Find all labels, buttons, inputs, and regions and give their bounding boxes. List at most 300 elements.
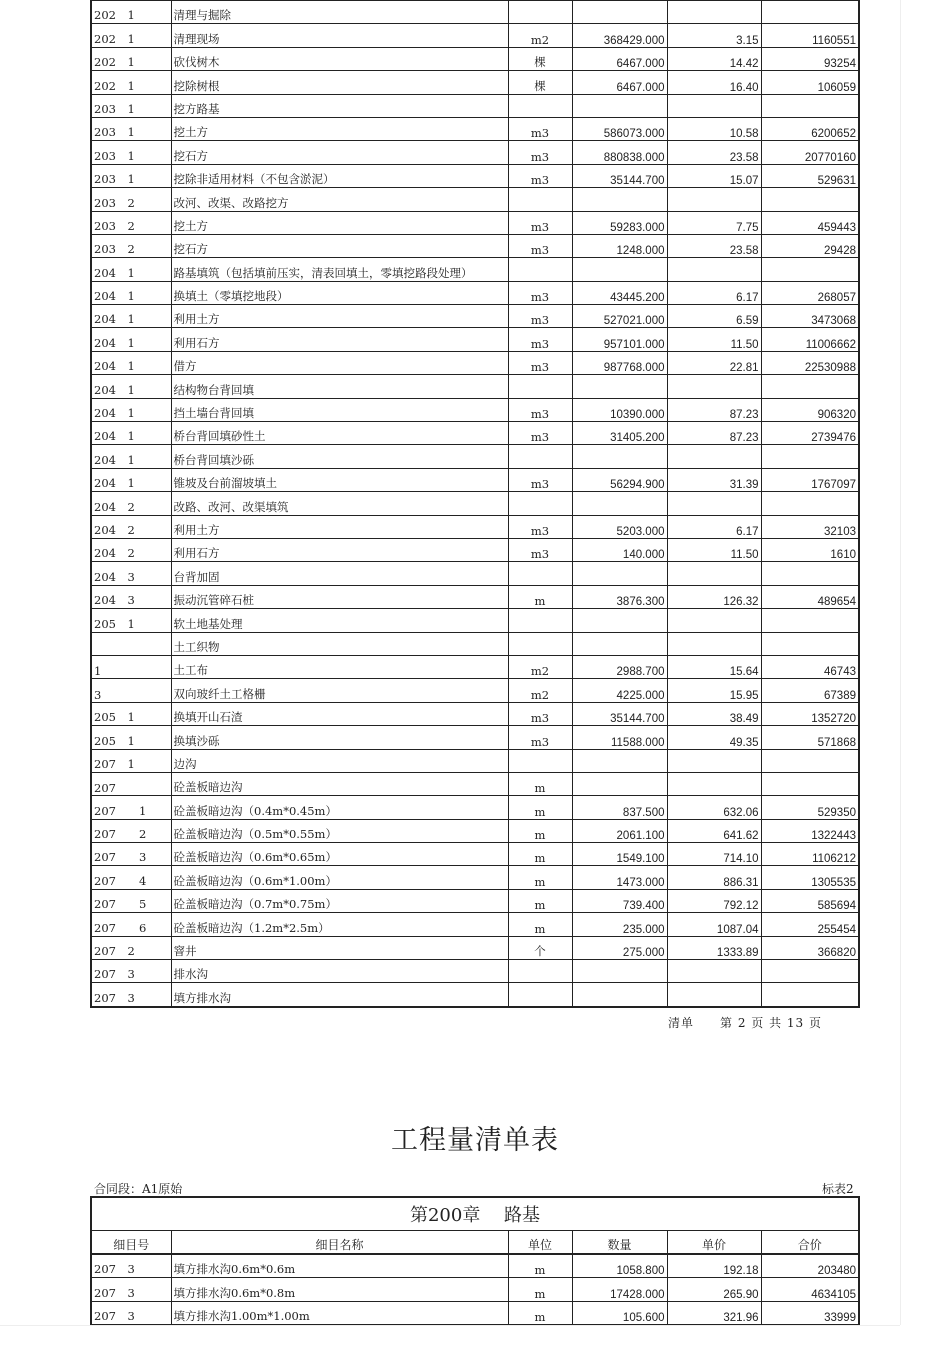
item-quantity: 1549.100: [572, 843, 667, 866]
item-unit: [508, 375, 572, 398]
item-unit: m2: [508, 655, 572, 678]
item-total: [761, 772, 859, 795]
item-code: 203 2: [91, 188, 171, 211]
item-name: 桥台背回填砂性土: [171, 422, 508, 445]
item-quantity: 880838.000: [572, 141, 667, 164]
item-code: 207 6: [91, 913, 171, 936]
item-unit-price: 87.23: [667, 398, 761, 421]
item-unit: [508, 258, 572, 281]
item-unit-price: 15.95: [667, 679, 761, 702]
table-row: [91, 375, 859, 398]
item-code: 204 2: [91, 515, 171, 538]
table-row: [91, 538, 859, 561]
item-unit: [508, 188, 572, 211]
item-quantity: [572, 960, 667, 983]
item-quantity: 235.000: [572, 913, 667, 936]
item-quantity: 527021.000: [572, 305, 667, 328]
table-row: [91, 492, 859, 515]
item-total: [761, 1, 859, 24]
item-unit: m3: [508, 702, 572, 725]
table-row: [91, 726, 859, 749]
item-name: 利用石方: [171, 328, 508, 351]
item-name: 清理与掘除: [171, 1, 508, 24]
item-name: 填方排水沟1.00m*1.00m: [171, 1301, 508, 1325]
item-code: 207 3: [91, 960, 171, 983]
table-row: [91, 609, 859, 632]
item-code: 204 2: [91, 492, 171, 515]
item-unit-price: 6.17: [667, 515, 761, 538]
item-quantity: 35144.700: [572, 164, 667, 187]
item-name: 清理现场: [171, 24, 508, 47]
item-total: 1322443: [761, 819, 859, 842]
item-unit: m2: [508, 24, 572, 47]
item-name: 借方: [171, 351, 508, 374]
table-row: [91, 796, 859, 819]
item-quantity: 35144.700: [572, 702, 667, 725]
item-total: 459443: [761, 211, 859, 234]
item-quantity: [572, 492, 667, 515]
item-unit-price: 6.59: [667, 305, 761, 328]
table-row: [91, 445, 859, 468]
item-name: 边沟: [171, 749, 508, 772]
page-footer: 清单 第 2 页 共 13 页: [668, 1016, 822, 1030]
table-row: [91, 679, 859, 702]
item-quantity: 31405.200: [572, 422, 667, 445]
item-code: 204 1: [91, 258, 171, 281]
item-code: 204 3: [91, 562, 171, 585]
table-row: [91, 328, 859, 351]
item-name: 台背加固: [171, 562, 508, 585]
item-name: 砼盖板暗边沟（0.5m*0.55m）: [171, 819, 508, 842]
item-code: 202 1: [91, 71, 171, 94]
item-code: 207 2: [91, 936, 171, 959]
item-name: 改路、改河、改渠填筑: [171, 492, 508, 515]
item-unit-price: 11.50: [667, 538, 761, 561]
table-row: [91, 211, 859, 234]
item-unit-price: [667, 632, 761, 655]
item-code: 207 1: [91, 749, 171, 772]
item-total: 32103: [761, 515, 859, 538]
item-name: 软土地基处理: [171, 609, 508, 632]
table-row: [91, 843, 859, 866]
item-name: 桥台背回填沙砾: [171, 445, 508, 468]
item-unit: m3: [508, 351, 572, 374]
item-total: [761, 632, 859, 655]
item-unit: m3: [508, 328, 572, 351]
item-name: 利用土方: [171, 305, 508, 328]
item-quantity: 5203.000: [572, 515, 667, 538]
item-unit: [508, 445, 572, 468]
table-row: [91, 936, 859, 959]
item-unit-price: [667, 94, 761, 117]
item-name: 排水沟: [171, 960, 508, 983]
chapter-row: [91, 1197, 859, 1231]
item-quantity: [572, 445, 667, 468]
item-name: 挖石方: [171, 234, 508, 257]
item-unit-price: 321.96: [667, 1301, 761, 1325]
table-row: [91, 702, 859, 725]
table-row: [91, 164, 859, 187]
item-name: 结构物台背回填: [171, 375, 508, 398]
item-quantity: 43445.200: [572, 281, 667, 304]
item-total: 529631: [761, 164, 859, 187]
table-row: [91, 960, 859, 983]
item-total: 1767097: [761, 468, 859, 491]
item-unit: [508, 609, 572, 632]
item-unit-price: [667, 375, 761, 398]
item-unit: [508, 983, 572, 1007]
item-code: 1: [91, 655, 171, 678]
item-name: 路基填筑（包括填前压实，清表回填土，零填挖路段处理）: [171, 258, 508, 281]
table-row: [91, 819, 859, 842]
item-total: 2739476: [761, 422, 859, 445]
item-name: 砼盖板暗边沟（0.7m*0.75m）: [171, 889, 508, 912]
item-quantity: 2061.100: [572, 819, 667, 842]
item-name: 砼盖板暗边沟（0.4m*0.45m）: [171, 796, 508, 819]
item-unit-price: 126.32: [667, 585, 761, 608]
item-quantity: [572, 609, 667, 632]
item-code: 203 1: [91, 94, 171, 117]
item-name: 砼盖板暗边沟（0.6m*1.00m）: [171, 866, 508, 889]
item-code: 204 1: [91, 468, 171, 491]
table-row: [91, 772, 859, 795]
item-quantity: 140.000: [572, 538, 667, 561]
table-row: [91, 585, 859, 608]
item-code: 204 1: [91, 328, 171, 351]
item-total: 29428: [761, 234, 859, 257]
item-code: 3: [91, 679, 171, 702]
table-row: [91, 24, 859, 47]
table-row: [91, 258, 859, 281]
item-total: 6200652: [761, 117, 859, 140]
item-total: [761, 375, 859, 398]
item-code: 202 1: [91, 24, 171, 47]
quantity-table-page2: [90, 1196, 860, 1326]
item-name: 换填沙砾: [171, 726, 508, 749]
table-row: [91, 562, 859, 585]
item-total: 11006662: [761, 328, 859, 351]
item-code: 203 1: [91, 164, 171, 187]
item-quantity: 56294.900: [572, 468, 667, 491]
table-row: [91, 913, 859, 936]
item-total: 4634105: [761, 1278, 859, 1301]
header-row: [91, 1231, 859, 1255]
item-total: 268057: [761, 281, 859, 304]
item-total: 33999: [761, 1301, 859, 1325]
item-unit-price: 15.64: [667, 655, 761, 678]
item-code: 205 1: [91, 726, 171, 749]
item-unit-price: 7.75: [667, 211, 761, 234]
table-row: [91, 351, 859, 374]
item-total: 106059: [761, 71, 859, 94]
item-name: 利用土方: [171, 515, 508, 538]
item-quantity: 17428.000: [572, 1278, 667, 1301]
item-quantity: [572, 749, 667, 772]
item-quantity: 837.500: [572, 796, 667, 819]
item-code: 207 3: [91, 1278, 171, 1301]
item-name: 改河、改渠、改路挖方: [171, 188, 508, 211]
item-quantity: [572, 772, 667, 795]
item-name: 挖土方: [171, 211, 508, 234]
item-unit: 棵: [508, 71, 572, 94]
item-code: 207 4: [91, 866, 171, 889]
header-total: 合价: [761, 1231, 859, 1255]
item-code: 207 3: [91, 1301, 171, 1325]
page-bottom-edge: [0, 1325, 900, 1326]
item-total: 906320: [761, 398, 859, 421]
item-name: 挖除树根: [171, 71, 508, 94]
item-unit-price: 1333.89: [667, 936, 761, 959]
item-unit-price: [667, 258, 761, 281]
item-name: 利用石方: [171, 538, 508, 561]
item-unit: m3: [508, 468, 572, 491]
item-quantity: 11588.000: [572, 726, 667, 749]
table-row: [91, 1254, 859, 1278]
item-code: 204 3: [91, 585, 171, 608]
item-unit: m: [508, 585, 572, 608]
item-quantity: 105.600: [572, 1301, 667, 1325]
item-total: 3473068: [761, 305, 859, 328]
item-name: 土工织物: [171, 632, 508, 655]
item-code: 207: [91, 772, 171, 795]
table-row: [91, 749, 859, 772]
item-unit: [508, 492, 572, 515]
item-quantity: 6467.000: [572, 71, 667, 94]
item-unit: m: [508, 796, 572, 819]
item-code: 203 2: [91, 211, 171, 234]
item-unit-price: 49.35: [667, 726, 761, 749]
item-quantity: [572, 375, 667, 398]
item-total: [761, 749, 859, 772]
table-row: [91, 1301, 859, 1325]
item-quantity: 1058.800: [572, 1254, 667, 1278]
table-row: [91, 866, 859, 889]
item-code: 207 3: [91, 983, 171, 1007]
item-code: 207 3: [91, 1254, 171, 1278]
item-quantity: 4225.000: [572, 679, 667, 702]
item-name: 窨井: [171, 936, 508, 959]
item-total: [761, 94, 859, 117]
header-code: 细目号: [91, 1231, 171, 1255]
item-unit-price: [667, 1, 761, 24]
item-unit: [508, 960, 572, 983]
page-title: 工程量清单表: [391, 1125, 559, 1156]
item-unit: [508, 632, 572, 655]
item-quantity: 368429.000: [572, 24, 667, 47]
item-unit: m2: [508, 679, 572, 702]
item-unit: m: [508, 772, 572, 795]
item-quantity: [572, 1, 667, 24]
item-quantity: 3876.300: [572, 585, 667, 608]
item-unit-price: [667, 749, 761, 772]
item-unit: [508, 1, 572, 24]
item-unit: [508, 562, 572, 585]
item-name: 换填开山石渣: [171, 702, 508, 725]
item-name: 挖石方: [171, 141, 508, 164]
item-quantity: 586073.000: [572, 117, 667, 140]
item-total: 571868: [761, 726, 859, 749]
item-unit-price: 23.58: [667, 141, 761, 164]
item-quantity: [572, 94, 667, 117]
item-quantity: 1248.000: [572, 234, 667, 257]
item-code: 203 1: [91, 141, 171, 164]
table-row: [91, 141, 859, 164]
table-row: [91, 632, 859, 655]
item-unit-price: 641.62: [667, 819, 761, 842]
chapter-title: 第200章 路基: [91, 1197, 859, 1231]
item-total: 93254: [761, 47, 859, 70]
item-name: 挡土墙台背回填: [171, 398, 508, 421]
header-name: 细目名称: [171, 1231, 508, 1255]
item-unit: m3: [508, 281, 572, 304]
item-unit-price: [667, 983, 761, 1007]
table-row: [91, 305, 859, 328]
item-unit-price: [667, 188, 761, 211]
header-unit: 单位: [508, 1231, 572, 1255]
item-unit: m: [508, 1278, 572, 1301]
item-name: 挖方路基: [171, 94, 508, 117]
item-unit: m3: [508, 211, 572, 234]
item-unit-price: 3.15: [667, 24, 761, 47]
item-code: 207 1: [91, 796, 171, 819]
item-code: 204 1: [91, 422, 171, 445]
item-total: [761, 960, 859, 983]
table-row: [91, 889, 859, 912]
item-name: 土工布: [171, 655, 508, 678]
item-name: 砼盖板暗边沟（1.2m*2.5m）: [171, 913, 508, 936]
item-unit: 棵: [508, 47, 572, 70]
item-unit-price: [667, 609, 761, 632]
item-total: [761, 983, 859, 1007]
item-total: [761, 258, 859, 281]
item-total: 22530988: [761, 351, 859, 374]
table-row: [91, 1, 859, 24]
item-quantity: 59283.000: [572, 211, 667, 234]
item-unit: m: [508, 913, 572, 936]
item-code: 204 1: [91, 445, 171, 468]
table-row: [91, 655, 859, 678]
item-quantity: 275.000: [572, 936, 667, 959]
table-row: [91, 515, 859, 538]
table-row: [91, 94, 859, 117]
item-quantity: [572, 562, 667, 585]
item-unit-price: [667, 960, 761, 983]
item-unit: 个: [508, 936, 572, 959]
item-unit-price: 38.49: [667, 702, 761, 725]
item-unit: m3: [508, 398, 572, 421]
item-unit: m3: [508, 515, 572, 538]
item-quantity: 957101.000: [572, 328, 667, 351]
item-total: [761, 609, 859, 632]
item-unit-price: 192.18: [667, 1254, 761, 1278]
item-unit: m3: [508, 117, 572, 140]
item-quantity: 10390.000: [572, 398, 667, 421]
item-unit-price: [667, 445, 761, 468]
item-total: 255454: [761, 913, 859, 936]
item-unit-price: 792.12: [667, 889, 761, 912]
item-unit-price: 6.17: [667, 281, 761, 304]
item-quantity: [572, 632, 667, 655]
item-quantity: [572, 983, 667, 1007]
page-edge: [900, 0, 901, 1325]
table-row: [91, 398, 859, 421]
item-code: 204 1: [91, 375, 171, 398]
item-code: 205 1: [91, 609, 171, 632]
item-name: 挖除非适用材料（不包含淤泥）: [171, 164, 508, 187]
item-unit: m: [508, 1254, 572, 1278]
header-price: 单价: [667, 1231, 761, 1255]
item-code: 202 1: [91, 1, 171, 24]
item-unit: m: [508, 819, 572, 842]
item-unit: m3: [508, 141, 572, 164]
contract-section: 合同段：A1原始: [94, 1182, 183, 1196]
item-name: 双向玻纤土工格栅: [171, 679, 508, 702]
item-code: 204 1: [91, 351, 171, 374]
item-name: 振动沉管碎石桩: [171, 585, 508, 608]
item-total: 1305535: [761, 866, 859, 889]
item-unit-price: 14.42: [667, 47, 761, 70]
item-code: 207 3: [91, 843, 171, 866]
item-unit-price: 87.23: [667, 422, 761, 445]
item-code: 204 1: [91, 398, 171, 421]
item-code: 204 1: [91, 305, 171, 328]
item-unit-price: [667, 772, 761, 795]
item-total: 20770160: [761, 141, 859, 164]
item-code: 204 1: [91, 281, 171, 304]
item-unit-price: 714.10: [667, 843, 761, 866]
item-unit: m3: [508, 422, 572, 445]
table-row: [91, 234, 859, 257]
item-total: 1160551: [761, 24, 859, 47]
item-total: [761, 492, 859, 515]
item-unit: m: [508, 866, 572, 889]
item-code: 207 5: [91, 889, 171, 912]
item-unit: m3: [508, 726, 572, 749]
table-row: [91, 983, 859, 1007]
item-unit-price: 31.39: [667, 468, 761, 491]
item-unit: [508, 94, 572, 117]
item-total: 67389: [761, 679, 859, 702]
item-unit-price: [667, 492, 761, 515]
item-total: 366820: [761, 936, 859, 959]
item-name: 锥坡及台前溜坡填土: [171, 468, 508, 491]
item-code: 204 2: [91, 538, 171, 561]
item-name: 填方排水沟0.6m*0.8m: [171, 1278, 508, 1301]
table-row: [91, 117, 859, 140]
item-unit-price: 11.50: [667, 328, 761, 351]
item-quantity: 6467.000: [572, 47, 667, 70]
item-unit: m3: [508, 234, 572, 257]
item-code: [91, 632, 171, 655]
item-name: 砼盖板暗边沟（0.6m*0.65m）: [171, 843, 508, 866]
item-unit-price: 15.07: [667, 164, 761, 187]
table-row: [91, 71, 859, 94]
table-row: [91, 281, 859, 304]
table-row: [91, 1278, 859, 1301]
item-code: 203 2: [91, 234, 171, 257]
item-name: 砍伐树木: [171, 47, 508, 70]
table-row: [91, 47, 859, 70]
form-number: 标表2: [822, 1182, 854, 1196]
item-unit-price: 22.81: [667, 351, 761, 374]
item-unit: m: [508, 1301, 572, 1325]
item-total: [761, 188, 859, 211]
item-name: 挖土方: [171, 117, 508, 140]
item-name: 砼盖板暗边沟: [171, 772, 508, 795]
item-quantity: 987768.000: [572, 351, 667, 374]
item-unit-price: [667, 562, 761, 585]
item-unit-price: 886.31: [667, 866, 761, 889]
